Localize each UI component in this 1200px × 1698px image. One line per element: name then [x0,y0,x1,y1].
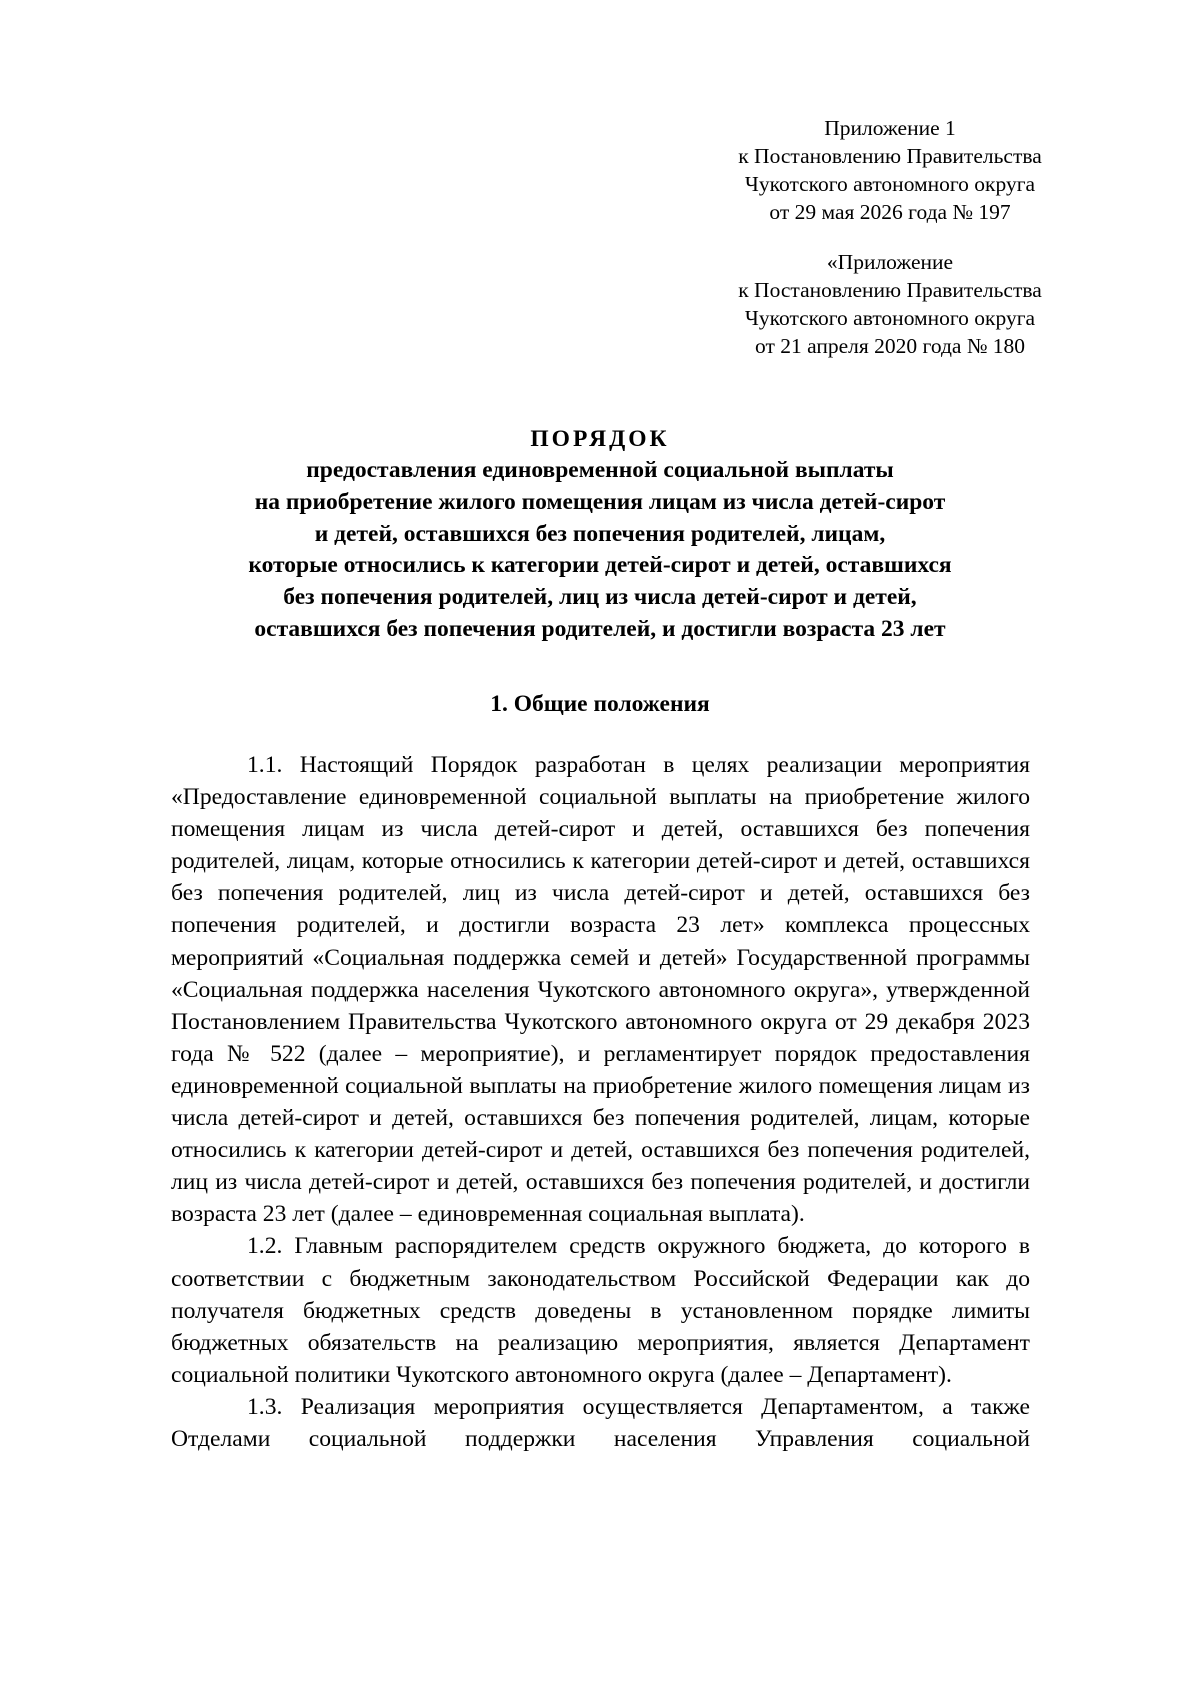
appendix-2-line: Чукотского автономного округа [744,306,1036,330]
appendix-1-line: к Постановлению Правительства [738,144,1042,168]
section-heading: 1. Общие положения [490,691,710,717]
title-subtitle-line: предоставления единовременной социальной выплаты [306,457,894,483]
title-main: ПОРЯДОК [530,426,670,452]
title-subtitle [150,455,1050,646]
appendix-2-line: «Приложение [826,250,954,274]
title-subtitle-line: и детей, оставшихся без попечения родителей, лицам, [314,520,886,547]
title-subtitle-line: на приобретение жилого помещения лицам из числа детей-сирот [254,488,946,515]
paragraph-1-2: 1.2. Главным распорядителем средств окружного бюджета, до которого в соответствии с бюджетным законодательством Российской Федерации как до получателя бюджетных средств доведены в установленном порядке лимиты бюджетных обязательств на реализацию мероприятия, является Департамент социальной политики Чукотского автономного округа (далее – Департамент). [171,1233,1030,1388]
paragraph-1-1: 1.1. Настоящий Порядок разработан в целях реализации мероприятия «Предоставление единовременной социальной выплаты на приобретение жилого помещения лицам из числа детей-сирот и детей, оставшихся без попечения родителей, лицам, которые относились к категории детей-сирот и детей, оставшихся без попечения родителей, лиц из числа детей-сирот и детей, оставшихся без попечения родителей, и достигли возраста 23 лет» комплекса процессных мероприятий «Социальная поддержка семей и детей» Государственной программы «Социальная поддержка населения Чукотского автономного округа», утвержденной Постановлением Правительства Чукотского автономного округа от 29 декабря 2023 года № 522 (далее – мероприятие), и регламентирует порядок предоставления единовременной социальной выплаты на приобретение жилого помещения лицам из числа детей-сирот и детей, оставшихся без попечения родителей, лицам, которые относились к категории детей-сирот и детей, оставшихся без попечения родителей, лиц из числа детей-сирот и детей, оставшихся без попечения родителей, и достигли возраста 23 лет (далее – единовременная социальная выплата). [171,752,1030,1228]
appendix-1-line: Чукотского автономного округа [744,172,1036,196]
title-subtitle-line: без попечения родителей, лиц из числа детей-сирот и детей, [283,584,917,611]
title-subtitle-line: которые относились к категории детей-сирот и детей, оставшихся [248,552,952,579]
paragraph-1-3: 1.3. Реализация мероприятия осуществляется Департаментом, а также Отделами социальной поддержки населения Управления социальной [171,1393,1030,1452]
appendix-1-line: от 29 мая 2026 года № 197 [769,200,1011,224]
appendix-1-line: Приложение 1 [824,116,956,140]
appendix-2-line: к Постановлению Правительства [738,278,1042,302]
appendix-2-line: от 21 апреля 2020 года № 180 [755,334,1025,358]
appendix-1-header [700,114,1080,226]
appendix-2-header [700,248,1080,360]
section-body [171,749,1030,1455]
title-subtitle-line: оставшихся без попечения родителей, и достигли возраста 23 лет [254,615,946,642]
document-title [150,423,1050,646]
